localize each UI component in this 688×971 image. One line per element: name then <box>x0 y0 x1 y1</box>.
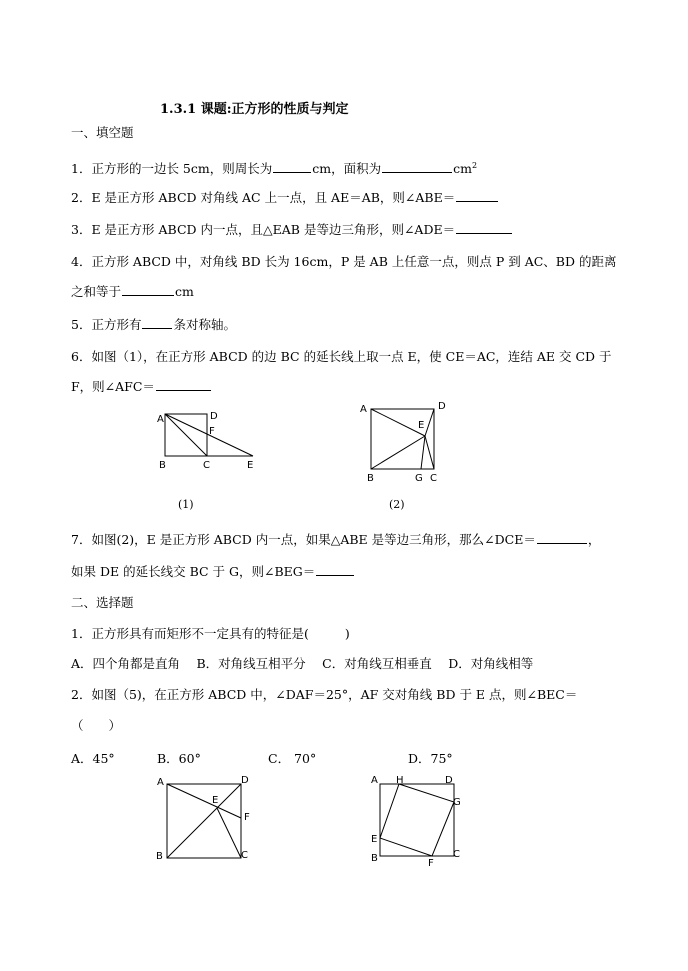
label-G: G <box>453 797 461 808</box>
label-B: B <box>371 853 378 864</box>
option-b[interactable]: B．60° <box>157 751 201 766</box>
q1-mid: cm，面积为 <box>312 161 382 177</box>
label-C: C <box>430 473 437 484</box>
answer-blank[interactable] <box>273 160 311 173</box>
question-7-line-2 <box>71 563 648 581</box>
q3-text: 3．E 是正方形 ABCD 内一点，且△EAB 是等边三角形，则∠ADE＝ <box>71 222 456 237</box>
choice-question-2-line-2: （ ） <box>71 718 122 733</box>
choice-question-1-options: A．四个角都是直角 B．对角线互相平分 C．对角线互相垂直 D．对角线相等 <box>71 656 534 671</box>
figure-2-caption: (2) <box>389 498 405 511</box>
answer-blank[interactable] <box>382 160 452 173</box>
label-F: F <box>209 426 215 437</box>
question-4-line-2 <box>71 283 648 301</box>
label-D: D <box>445 775 453 786</box>
label-A: A <box>157 414 164 425</box>
label-B: B <box>156 851 163 862</box>
figure-1-caption: (1) <box>178 498 194 511</box>
label-C: C <box>453 849 460 860</box>
figure-5-diagram <box>153 772 263 867</box>
c1-text: 1．正方形具有而矩形不一定具有的特征是( <box>71 626 309 641</box>
question-7-line-1 <box>71 531 648 549</box>
answer-blank[interactable] <box>456 189 498 202</box>
question-2 <box>71 189 648 207</box>
label-E: E <box>418 420 425 431</box>
label-B: B <box>159 460 166 471</box>
answer-blank[interactable] <box>316 563 354 576</box>
label-F: F <box>428 858 434 869</box>
question-4-line-1: 4．正方形 ABCD 中，对角线 BD 长为 16cm，P 是 AB 上任意一点，则点 P 到 AC、BD 的距离 <box>71 254 617 269</box>
section-multiple-choice-heading: 二、选择题 <box>71 595 134 610</box>
q1-text: 1．正方形的一边长 5cm，则周长为 <box>71 161 273 177</box>
label-A: A <box>371 775 378 786</box>
label-D: D <box>438 401 446 412</box>
question-6-line-1: 6．如图（1），在正方形 ABCD 的边 BC 的延长线上取一点 E，使 CE＝AC，连结 AE 交 CD 于 <box>71 349 612 364</box>
answer-blank[interactable] <box>537 531 587 544</box>
option-d[interactable]: D．75° <box>408 751 453 766</box>
q6-text: F，则∠AFC＝ <box>71 379 155 394</box>
label-E: E <box>212 795 219 806</box>
option-c[interactable]: C． 70° <box>268 751 317 766</box>
label-A: A <box>157 777 164 788</box>
c1-close: ) <box>344 626 350 641</box>
answer-blank[interactable] <box>456 221 512 234</box>
label-F: F <box>244 812 250 823</box>
inscribed-square-diagram <box>368 772 478 872</box>
label-A: A <box>360 404 367 415</box>
label-E: E <box>247 460 254 471</box>
q4-unit: cm <box>175 284 194 299</box>
q5-text: 5．正方形有 <box>71 317 142 332</box>
q1-unit: cm <box>453 161 472 177</box>
question-5 <box>71 316 648 334</box>
q7-text: 7．如图(2)，E 是正方形 ABCD 内一点，如果△ABE 是等边三角形，那么∠DCE＝ <box>71 532 536 547</box>
label-D: D <box>210 411 218 422</box>
question-3 <box>71 221 648 239</box>
q7-text-2: 如果 DE 的延长线交 BC 于 G，则∠BEG＝ <box>71 564 316 579</box>
label-H: H <box>396 775 404 786</box>
answer-blank[interactable] <box>122 283 174 296</box>
label-C: C <box>241 850 248 861</box>
choice-question-2-line-1: 2．如图（5)，在正方形 ABCD 中，∠DAF＝25°，AF 交对角线 BD 于 E 点，则∠BEC＝ <box>71 687 578 702</box>
question-1 <box>71 157 648 178</box>
figure-2-diagram <box>355 400 455 490</box>
figure-1-diagram <box>150 405 270 475</box>
q1-superscript: 2 <box>471 161 478 170</box>
q7-comma: ， <box>587 532 601 547</box>
answer-blank[interactable] <box>156 378 211 391</box>
q5-tail: 条对称轴。 <box>173 317 236 332</box>
q2-text: 2．E 是正方形 ABCD 对角线 AC 上一点，且 AE＝AB，则∠ABE＝ <box>71 190 456 205</box>
question-6-line-2 <box>71 378 648 396</box>
label-B: B <box>367 473 374 484</box>
label-G: G <box>415 473 423 484</box>
q4-text: 之和等于 <box>71 284 122 299</box>
label-D: D <box>241 775 249 786</box>
option-a[interactable]: A．45° <box>71 751 115 766</box>
page-title: 1.3.1 课题:正方形的性质与判定 <box>160 102 349 117</box>
answer-blank[interactable] <box>142 316 172 329</box>
section-fill-blank-heading: 一、填空题 <box>71 125 134 140</box>
label-C: C <box>203 460 210 471</box>
label-E: E <box>371 834 378 845</box>
choice-question-1 <box>71 625 648 643</box>
